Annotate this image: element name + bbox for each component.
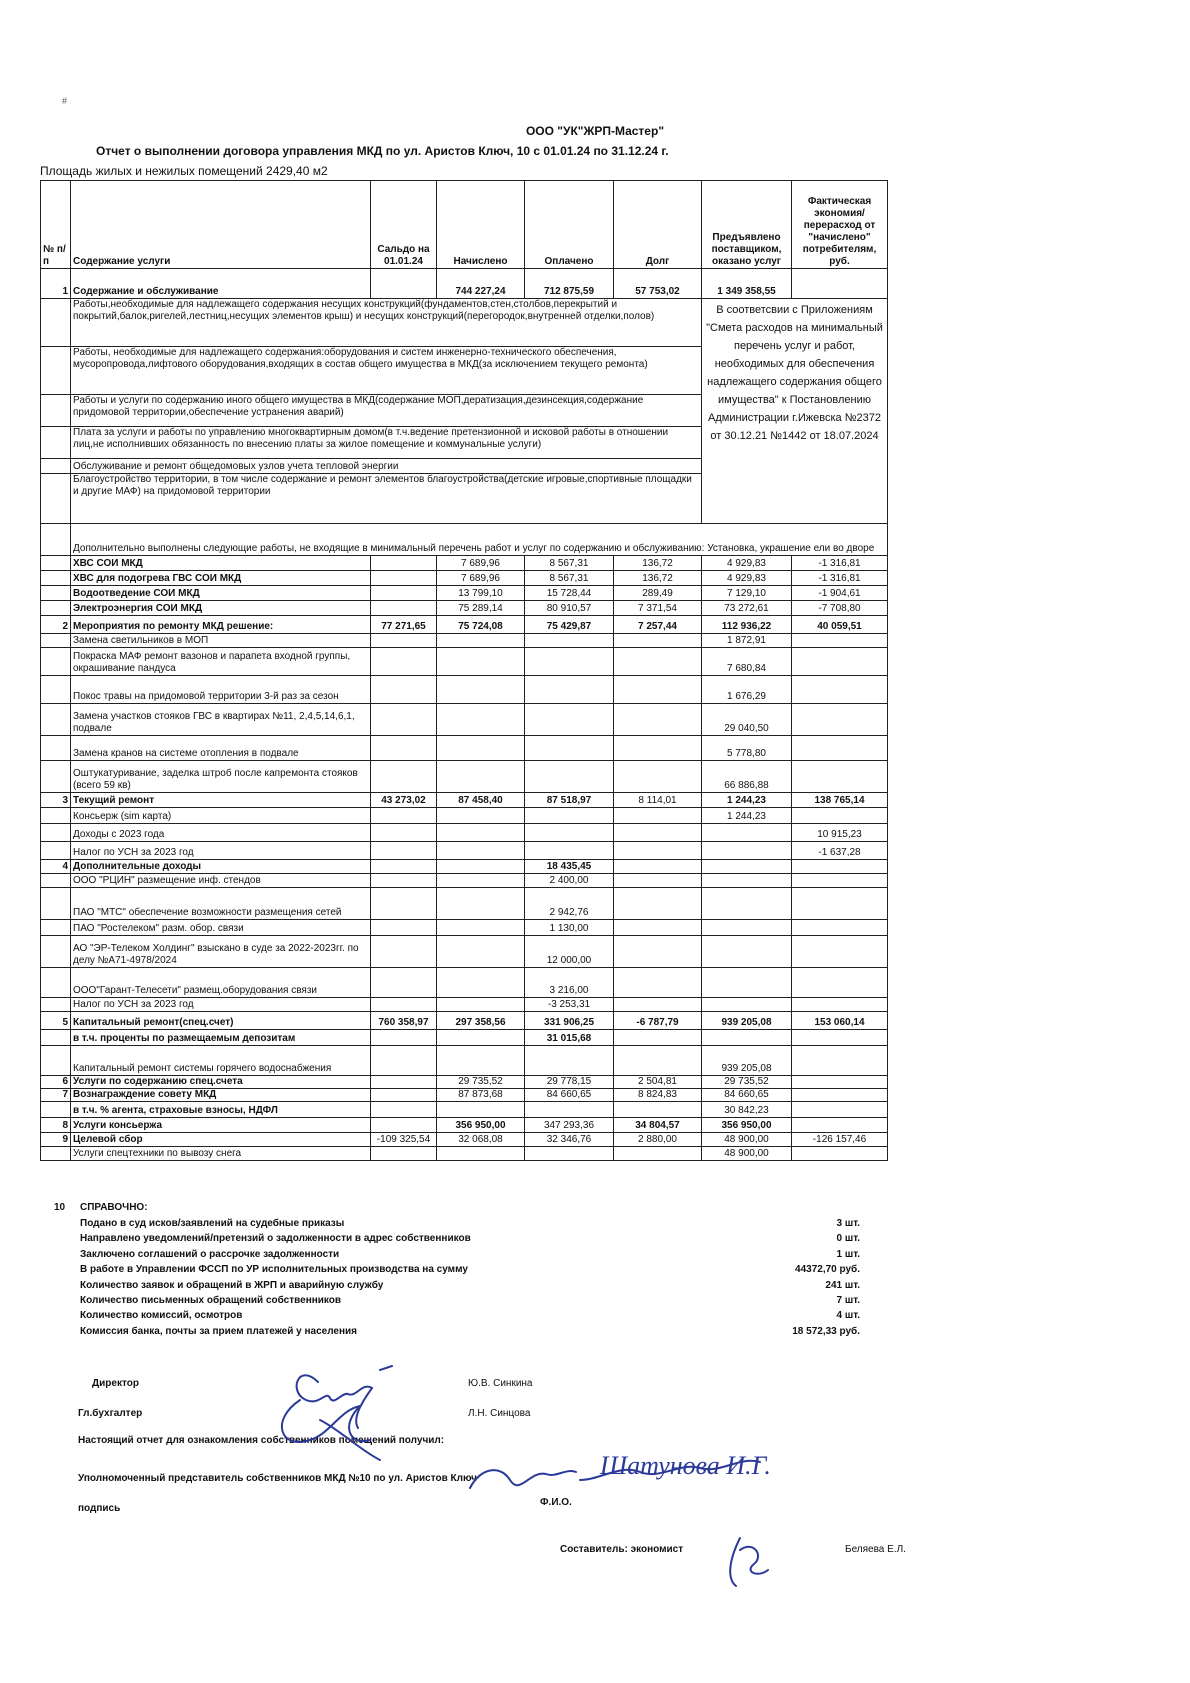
table-row: Налог по УСН за 2023 год -3 253,31 bbox=[41, 998, 888, 1012]
table-row: в т.ч. % агента, страховые взносы, НДФЛ 30 842,23 bbox=[41, 1102, 888, 1118]
accountant-label: Гл.бухгалтер bbox=[78, 1408, 143, 1419]
table-row: 7 Вознаграждение совету МКД 87 873,68 84 660,65 8 824,83 84 660,65 bbox=[41, 1089, 888, 1102]
table-row: 5 Капитальный ремонт(спец.счет) 760 358,97 297 358,56 331 906,25 -6 787,79 939 205,08 153 060,14 bbox=[41, 1012, 888, 1030]
reference-no: 10 bbox=[54, 1202, 66, 1213]
accountant-name: Л.Н. Синцова bbox=[468, 1408, 531, 1419]
received-text: Настоящий отчет для ознакомления собственников помещений получил: bbox=[78, 1435, 445, 1446]
table-row: 8 Услуги консьержа 356 950,00 347 293,36 34 804,57 356 950,00 bbox=[41, 1118, 888, 1133]
table-row: ХВС СОИ МКД 7 689,96 8 567,31 136,72 4 929,83 -1 316,81 bbox=[41, 556, 888, 571]
compiler-name: Беляева Е.Л. bbox=[845, 1544, 906, 1555]
director-name: Ю.В. Синкина bbox=[468, 1378, 533, 1389]
report-title: Отчет о выполнении договора управления МКД по ул. Аристов Ключ, 10 с 01.01.24 по 31.12.24 г. bbox=[96, 144, 669, 158]
table-row: ХВС для подогрева ГВС СОИ МКД 7 689,96 8 567,31 136,72 4 929,83 -1 316,81 bbox=[41, 571, 888, 586]
col-saldo: Сальдо на 01.01.24 bbox=[371, 181, 437, 269]
compiler-signature bbox=[730, 1538, 768, 1586]
table-row: Работы,необходимые для надлежащего содержания несущих конструкций(фундаментов,стен,столбов,перекрытий и покрытий,балок,ригелей,лестниц,несущих элементов крыш) и несущих конструкций(перегородок,внутренней отделки,полов) В соответсвии с Приложениям "Смета расходов на минимальный перечень услуг и работ, необходимых для обеспечения надлежащего содержания общего имущества" к Постановлению Администрации г.Ижевска №2372 от 30.12.21 №1442 от 18.07.2024 bbox=[41, 299, 888, 347]
col-paid: Оплачено bbox=[525, 181, 614, 269]
compiler-label: Составитель: экономист bbox=[560, 1544, 684, 1555]
col-service: Содержание услуги bbox=[71, 181, 371, 269]
sign-label: подпись bbox=[78, 1503, 121, 1514]
table-row: Услуги спецтехники по вывозу снега 48 900,00 bbox=[41, 1147, 888, 1161]
table-row: 9 Целевой сбор -109 325,54 32 068,08 32 346,76 2 880,00 48 900,00 -126 157,46 bbox=[41, 1133, 888, 1147]
table-row: 3 Текущий ремонт 43 273,02 87 458,40 87 518,97 8 114,01 1 244,23 138 765,14 bbox=[41, 793, 888, 808]
page-mark: # bbox=[62, 96, 68, 106]
table-row: Плата за услуги и работы по управлению многоквартирным домом(в т.ч.ведение претензионной и исковой работы в отношении лиц,не исполнивших обязанность по внесению платы за жилое помещение и коммунальные услуги) bbox=[41, 427, 888, 459]
col-no: № п/п bbox=[41, 181, 71, 269]
table-row: АО "ЭР-Телеком Холдинг" взыскано в суде за 2022-2023гг. по делу №А71-4978/2024 12 000,00 bbox=[41, 936, 888, 968]
col-economy: Фактическая экономия/перерасход от "начислено" потребителям, руб. bbox=[792, 181, 888, 269]
table-row: Оштукатуривание, заделка штроб после капремонта стояков (всего 59 кв) 66 886,88 bbox=[41, 761, 888, 793]
table-row: 2 Мероприятия по ремонту МКД решение: 77 271,65 75 724,08 75 429,87 7 257,44 112 936,22 40 059,51 bbox=[41, 616, 888, 634]
table-row: Замена светильников в МОП 1 872,91 bbox=[41, 634, 888, 648]
table-row: Водоотведение СОИ МКД 13 799,10 15 728,44 289,49 7 129,10 -1 904,61 bbox=[41, 586, 888, 601]
table-row: Доходы с 2023 года 10 915,23 bbox=[41, 824, 888, 842]
table-row: Обслуживание и ремонт общедомовых узлов учета тепловой энергии bbox=[41, 459, 888, 474]
area-info: Площадь жилых и нежилых помещений 2429,40 м2 bbox=[40, 164, 328, 178]
table-row: 4 Дополнительные доходы 18 435,45 bbox=[41, 860, 888, 874]
table-row: в т.ч. проценты по размещаемым депозитам 31 015,68 bbox=[41, 1030, 888, 1046]
table-row: Налог по УСН за 2023 год -1 637,28 bbox=[41, 842, 888, 860]
table-row: ООО "РЦИН" размещение инф. стендов 2 400,00 bbox=[41, 874, 888, 888]
table-row: ПАО "Ростелеком" разм. обор. связи 1 130,00 bbox=[41, 920, 888, 936]
table-row: Работы и услуги по содержанию иного общего имущества в МКД(содержание МОП,дератизация,дезинсекция,содержание придомовой территории,обеспечение устранения аварий) bbox=[41, 395, 888, 427]
table-row: Консьерж (sim карта) 1 244,23 bbox=[41, 808, 888, 824]
table-row: 1 Содержание и обслуживание 744 227,24 712 875,59 57 753,02 1 349 358,55 bbox=[41, 269, 888, 299]
director-label: Директор bbox=[92, 1378, 139, 1389]
table-row: Благоустройство территории, в том числе содержание и ремонт элементов благоустройства(детские игровые,спортивные площадки и другие МАФ) на придомовой территории bbox=[41, 474, 888, 524]
handwritten-name: Шатунова И.Г. bbox=[600, 1451, 771, 1480]
company-name: ООО "УК"ЖРП-Мастер" bbox=[525, 124, 665, 138]
regulation-note: В соответсвии с Приложениям "Смета расходов на минимальный перечень услуг и работ, необходимых для обеспечения надлежащего содержания общего имущества" к Постановлению Администрации г.Ижевска №2372 от 30.12.21 №1442 от 18.07.2024 bbox=[702, 299, 888, 524]
col-presented: Предъявлено поставщиком, оказано услуг bbox=[702, 181, 792, 269]
table-row: Работы, необходимые для надлежащего содержания:оборудования и систем инженерно-технического обеспечения, мусоропровода,лифтового оборудования,входящих в состав общего имущества в МКД(за исключением текущего ремонта) bbox=[41, 347, 888, 395]
table-row: ООО"Гарант-Телесети" размещ.оборудования связи 3 216,00 bbox=[41, 968, 888, 998]
director-signature bbox=[297, 1366, 392, 1428]
reference-title: СПРАВОЧНО: bbox=[80, 1202, 148, 1213]
col-accrued: Начислено bbox=[437, 181, 525, 269]
table-row: Электроэнергия СОИ МКД 75 289,14 80 910,57 7 371,54 73 272,61 -7 708,80 bbox=[41, 601, 888, 616]
accountant-signature bbox=[282, 1400, 380, 1460]
representative-text: Уполномоченный представитель собственников МКД №10 по ул. Аристов Ключ bbox=[78, 1473, 477, 1484]
col-debt: Долг bbox=[614, 181, 702, 269]
table-row: Замена участков стояков ГВС в квартирах №11, 2,4,5,14,6,1, подвале 29 040,50 bbox=[41, 704, 888, 736]
fio-label: Ф.И.О. bbox=[540, 1497, 572, 1508]
table-row: Капитальный ремонт системы горячего водоснабжения 939 205,08 bbox=[41, 1046, 888, 1076]
table-row: ПАО "МТС" обеспечение возможности размещения сетей 2 942,76 bbox=[41, 888, 888, 920]
table-row: Дополнительно выполнены следующие работы, не входящие в минимальный перечень работ и услуг по содержанию и обслуживанию: Установка, украшение ели во дворе bbox=[41, 524, 888, 556]
table-row: Покос травы на придомовой территории 3-й раз за сезон 1 676,29 bbox=[41, 676, 888, 704]
table-row: Покраска МАФ ремонт вазонов и парапета входной группы, окрашивание пандуса 7 680,84 bbox=[41, 648, 888, 676]
table-row: Замена кранов на системе отопления в подвале 5 778,80 bbox=[41, 736, 888, 761]
table-row: 6 Услуги по содержанию спец.счета 29 735,52 29 778,15 2 504,81 29 735,52 bbox=[41, 1076, 888, 1089]
